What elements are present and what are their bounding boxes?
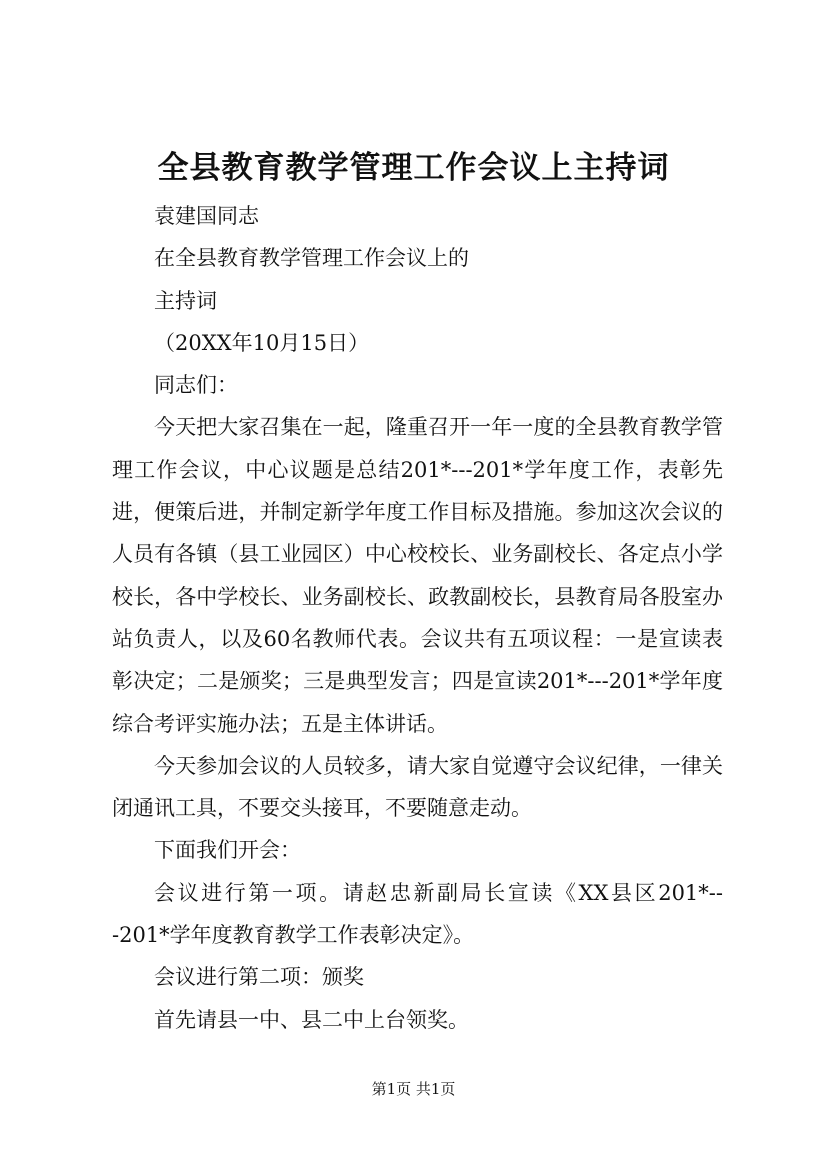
- paragraph-opening: 今天把大家召集在一起，隆重召开一年一度的全县教育教学管理工作会议，中心议题是总结201*---201*学年度工作，表彰先进，便策后进，并制定新学年度工作目标及措施。参加这次会议的人员有各镇（县工业园区）中心校校长、业务副校长、各定点小学校长，各中学校长、业务副校长、政教副校长，县教育局各股室办站负责人，以及60名教师代表。会议共有五项议程：一是宣读表彰决定；二是颁奖；三是典型发言；四是宣读201*---201*学年度综合考评实施办法；五是主体讲话。: [112, 415, 723, 736]
- paragraph-begin: 下面我们开会：: [154, 838, 301, 863]
- page-footer: 第1页 共1页: [371, 1080, 456, 1098]
- document-title: 全县教育教学管理工作会议上主持词: [157, 150, 670, 186]
- paragraph-awards: 首先请县一中、县二中上台领奖。: [154, 1007, 469, 1032]
- paragraph-item-two: 会议进行第二项：颁奖: [154, 965, 364, 990]
- paragraph-discipline: 今天参加会议的人员较多，请大家自觉遵守会议纪律，一律关闭通讯工具，不要交头接耳，不要随意走动。: [112, 753, 723, 821]
- speech-date: （20XX年10月15日）: [154, 330, 370, 355]
- speech-subtitle-cont: 主持词: [154, 288, 217, 313]
- speaker-name: 袁建国同志: [154, 204, 259, 228]
- salutation: 同志们：: [154, 373, 238, 398]
- paragraph-item-one: 会议进行第一项。请赵忠新副局长宣读《XX县区201*---201*学年度教育教学工作表彰决定》。: [112, 880, 723, 948]
- speech-subtitle: 在全县教育教学管理工作会议上的: [154, 246, 469, 271]
- document-body: [112, 195, 723, 1041]
